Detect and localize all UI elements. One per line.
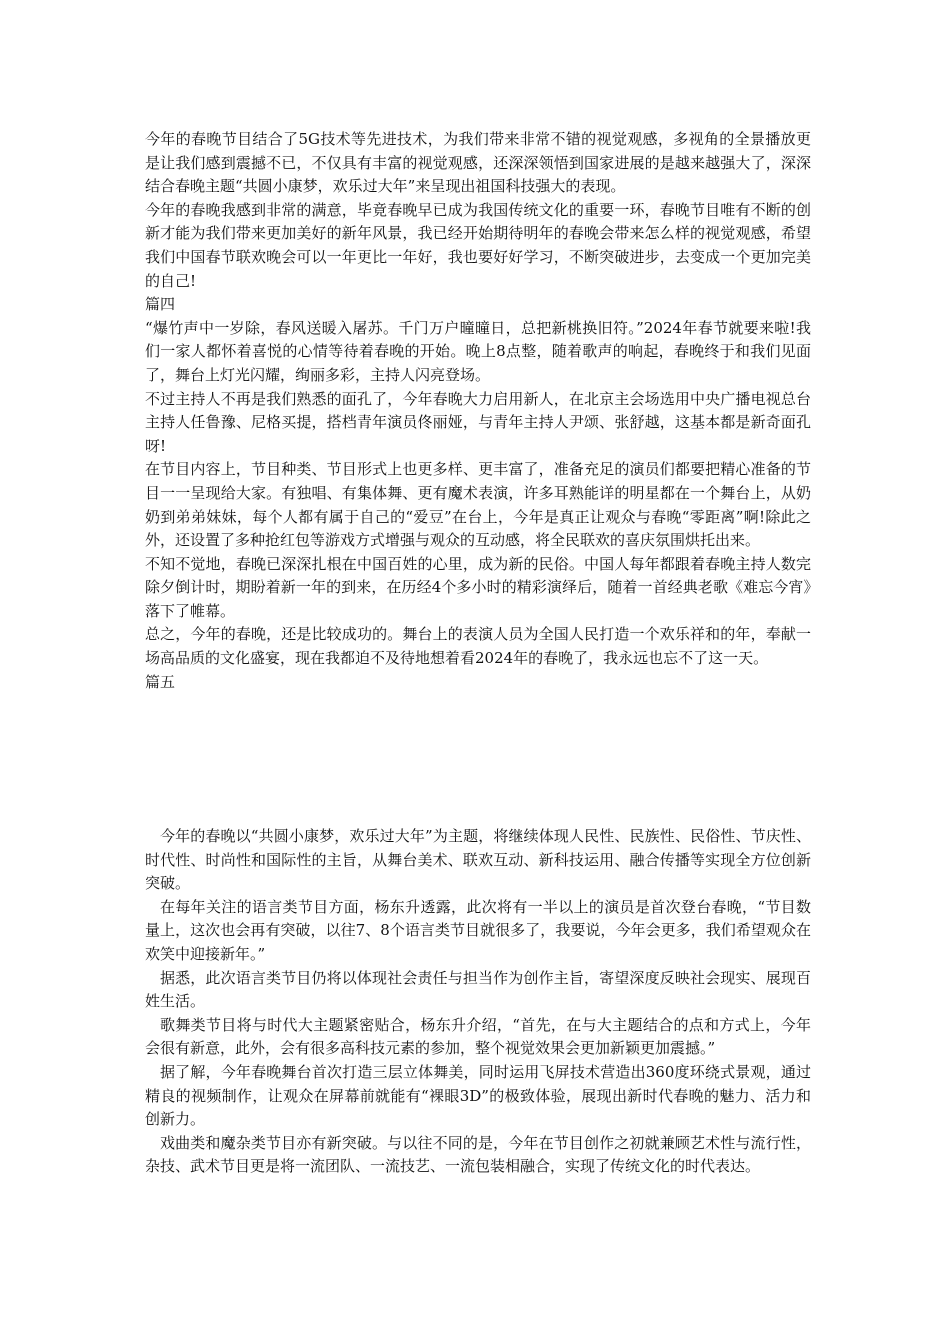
paragraph: 在节目内容上，节目种类、节目形式上也更多样、更丰富了，准备充足的演员们都要把精心准备的节目一一呈现给大家。有独唱、有集体舞、更有魔术表演，许多耳熟能详的明星都在一个舞台上，从奶奶到弟弟妹妹，每个人都有属于自己的“爱豆”在台上，今年是真正让观众与春晚“零距离”啊!除此之外，还设置了多种抢红包等游戏方式增强与观众的互动感，将全民联欢的喜庆氛围烘托出来。	[145, 460, 811, 550]
paragraph: 今年的春晚节目结合了5G技术等先进技术，为我们带来非常不错的视觉观感，多视角的全景播放更是让我们感到震撼不已，不仅具有丰富的视觉观感，还深深领悟到国家进展的是越来越强大了，深深结合春晚主题“共圆小康梦，欢乐过大年”来呈现出祖国科技强大的表现。	[145, 130, 811, 196]
paragraph: 不过主持人不再是我们熟悉的面孔了，今年春晚大力启用新人，在北京主会场选用中央广播电视总台主持人任鲁豫、尼格买提，搭档青年演员佟丽娅，与青年主持人尹颂、张舒越，这基本都是新奇面孔呀!	[145, 389, 811, 455]
paragraph: 据了解，今年春晚舞台首次打造三层立体舞美，同时运用飞屏技术营造出360度环绕式景观，通过精良的视频制作，让观众在屏幕前就能有“裸眼3D”的极致体验，展现出新时代春晚的魅力、活力和创新力。	[145, 1062, 811, 1129]
paragraph: 今年的春晚以“共圆小康梦，欢乐过大年”为主题，将继续体现人民性、民族性、民俗性、节庆性、时代性、时尚性和国际性的主旨，从舞台美术、联欢互动、新科技运用、融合传播等实现全方位创新突破。	[145, 827, 811, 893]
paragraph: 总之，今年的春晚，还是比较成功的。舞台上的表演人员为全国人民打造一个欢乐祥和的年，奉献一场高品质的文化盛宴，现在我都迫不及待地想着看2024年的春晚了，我永远也忘不了这一天。	[145, 625, 811, 668]
paragraph: “爆竹声中一岁除，春风送暖入屠苏。千门万户曈曈日，总把新桃换旧符。”2024年春节就要来啦!我们一家人都怀着喜悦的心情等待着春晚的开始。晚上8点整，随着歌声的响起，春晚终于和我们见面了，舞台上灯光闪耀，绚丽多彩，主持人闪亮登场。	[145, 318, 811, 384]
paragraph: 戏曲类和魔杂类节目亦有新突破。与以往不同的是，今年在节目创作之初就兼顾艺术性与流行性，杂技、武术节目更是将一流团队、一流技艺、一流包装相融合，实现了传统文化的时代表达。	[145, 1133, 811, 1176]
section-heading: 篇五	[145, 672, 176, 691]
paragraph: 歌舞类节目将与时代大主题紧密贴合，杨东升介绍，“首先，在与大主题结合的点和方式上，今年会很有新意，此外，会有很多高科技元素的参加，整个视觉效果会更加新颖更加震撼。”	[145, 1015, 811, 1058]
paragraph: 据悉，此次语言类节目仍将以体现社会责任与担当作为创作主旨，寄望深度反映社会现实、展现百姓生活。	[145, 968, 811, 1011]
paragraph: 不知不觉地，春晚已深深扎根在中国百姓的心里，成为新的民俗。中国人每年都跟着春晚主持人数完除夕倒计时，期盼着新一年的到来，在历经4个多小时的精彩演绎后，随着一首经典老歌《难忘今宵》落下了帷幕。	[145, 554, 811, 620]
section-heading: 篇四	[145, 295, 176, 314]
paragraph: 今年的春晚我感到非常的满意，毕竟春晚早已成为我国传统文化的重要一环，春晚节目唯有不断的创新才能为我们带来更加美好的新年风景，我已经开始期待明年的春晚会带来怎么样的视觉观感，希望我们中国春节联欢晚会可以一年更比一年好，我也要好好学习，不断突破进步，去变成一个更加完美的自己!	[145, 200, 811, 290]
document-body-part-b	[145, 825, 811, 1179]
document-body-part-a	[145, 128, 811, 694]
paragraph: 在每年关注的语言类节目方面，杨东升透露，此次将有一半以上的演员是首次登台春晚，“节目数量上，这次也会再有突破，以往7、8个语言类节目就很多了，我要说，今年会更多，我们希望观众在欢笑中迎接新年。”	[145, 897, 811, 963]
